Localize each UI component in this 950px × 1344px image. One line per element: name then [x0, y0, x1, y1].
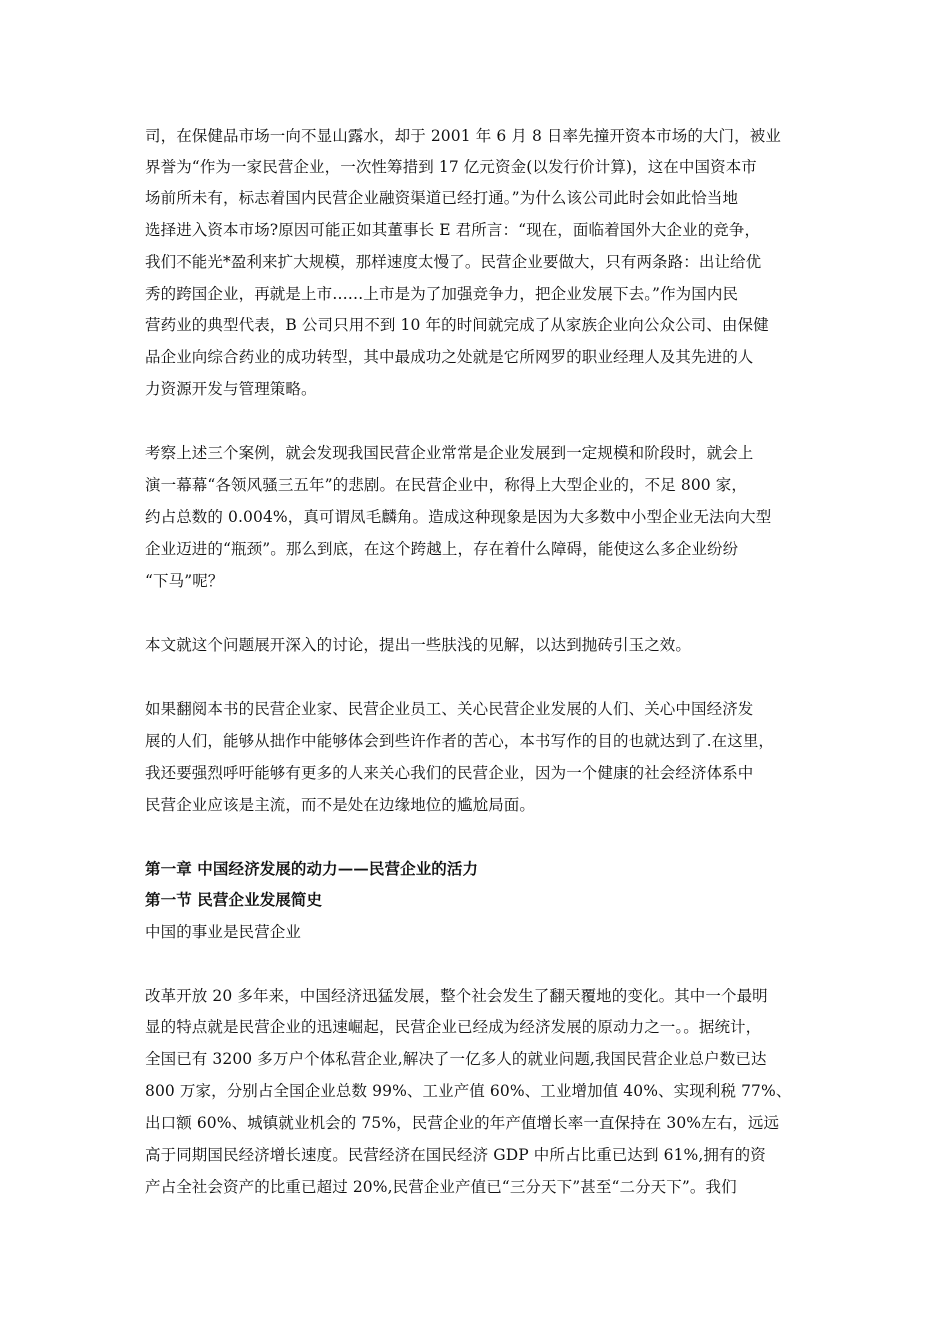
section-heading: 第一节 民营企业发展简史 — [145, 890, 323, 909]
paragraph-1-line: 力资源开发与管理策略。 — [145, 380, 317, 398]
paragraph-1-line: 场前所未有，标志着国内民营企业融资渠道已经打通。”为什么该公司此时会如此恰当地 — [145, 189, 739, 207]
subheading: 中国的事业是民营企业 — [145, 923, 302, 941]
paragraph-1-line: 秀的跨国企业，再就是上市……上市是为了加强竞争力，把企业发展下去。”作为国内民 — [145, 285, 739, 303]
paragraph-5-line: 800 万家，分别占全国企业总数 99%、工业产值 60%、工业增加值 40%、实现利税 77%、 — [145, 1082, 792, 1100]
paragraph-5-line: 全国已有 3200 多万户个体私营企业,解决了一亿多人的就业问题,我国民营企业总户数已达 — [145, 1050, 767, 1068]
paragraph-4-line: 民营企业应该是主流，而不是处在边缘地位的尴尬局面。 — [145, 796, 536, 814]
paragraph-4-line: 展的人们，能够从拙作中能够体会到些许作者的苦心，本书写作的目的也就达到了.在这里， — [145, 732, 775, 750]
paragraph-5-line: 高于同期国民经济增长速度。民营经济在国民经济 GDP 中所占比重已达到 61%,拥有的资 — [145, 1146, 766, 1164]
paragraph-5-line: 产占全社会资产的比重已超过 20%,民营企业产值已“三分天下”甚至“二分天下”。我们 — [145, 1178, 737, 1196]
paragraph-2-line: 演一幕幕“各领风骚三五年”的悲剧。在民营企业中，称得上大型企业的，不足 800 家， — [145, 476, 747, 494]
paragraph-5-line: 显的特点就是民营企业的迅速崛起，民营企业已经成为经济发展的原动力之一。。据统计， — [145, 1018, 762, 1036]
paragraph-1-line: 选择进入资本市场?原因可能正如其董事长 E 君所言：“现在，面临着国外大企业的竞争， — [145, 221, 761, 239]
paragraph-5-line: 出口额 60%、城镇就业机会的 75%，民营企业的年产值增长率一直保持在 30%左右，远远 — [145, 1114, 780, 1132]
paragraph-1-line: 营药业的典型代表，B 公司只用不到 10 年的时间就完成了从家族企业向公众公司、由保健 — [145, 316, 769, 334]
paragraph-1-line: 品企业向综合药业的成功转型，其中最成功之处就是它所网罗的职业经理人及其先进的人 — [145, 348, 754, 366]
paragraph-2-line: 考察上述三个案例，就会发现我国民营企业常常是企业发展到一定规模和阶段时，就会上 — [145, 444, 754, 462]
paragraph-5-line: 改革开放 20 多年来，中国经济迅猛发展，整个社会发生了翻天覆地的变化。其中一个最明 — [145, 987, 768, 1005]
paragraph-2-line: “下马”呢？ — [145, 572, 224, 590]
paragraph-4-line: 如果翻阅本书的民营企业家、民营企业员工、关心民营企业发展的人们、关心中国经济发 — [145, 700, 754, 718]
paragraph-2-line: 约占总数的 0.004%，真可谓凤毛麟角。造成这种现象是因为大多数中小型企业无法向大型 — [145, 508, 772, 526]
paragraph-1-line: 司，在保健品市场一向不显山露水，却于 2001 年 6 月 8 日率先撞开资本市场的大门，被业 — [145, 127, 781, 145]
paragraph-1-line: 我们不能光*盈利来扩大规模，那样速度太慢了。民营企业要做大，只有两条路：出让给优 — [145, 253, 762, 271]
paragraph-3-line: 本文就这个问题展开深入的讨论，提出一些肤浅的见解，以达到抛砖引玉之效。 — [145, 636, 692, 654]
paragraph-4-line: 我还要强烈呼吁能够有更多的人来关心我们的民营企业，因为一个健康的社会经济体系中 — [145, 764, 754, 782]
chapter-heading: 第一章 中国经济发展的动力——民营企业的活力 — [145, 859, 479, 878]
paragraph-2-line: 企业迈进的“瓶颈”。那么到底，在这个跨越上，存在着什么障碍，能使这么多企业纷纷 — [145, 540, 739, 558]
paragraph-1-line: 界誉为“作为一家民营企业，一次性筹措到 17 亿元资金(以发行价计算)，这在中国资本市 — [145, 158, 757, 176]
